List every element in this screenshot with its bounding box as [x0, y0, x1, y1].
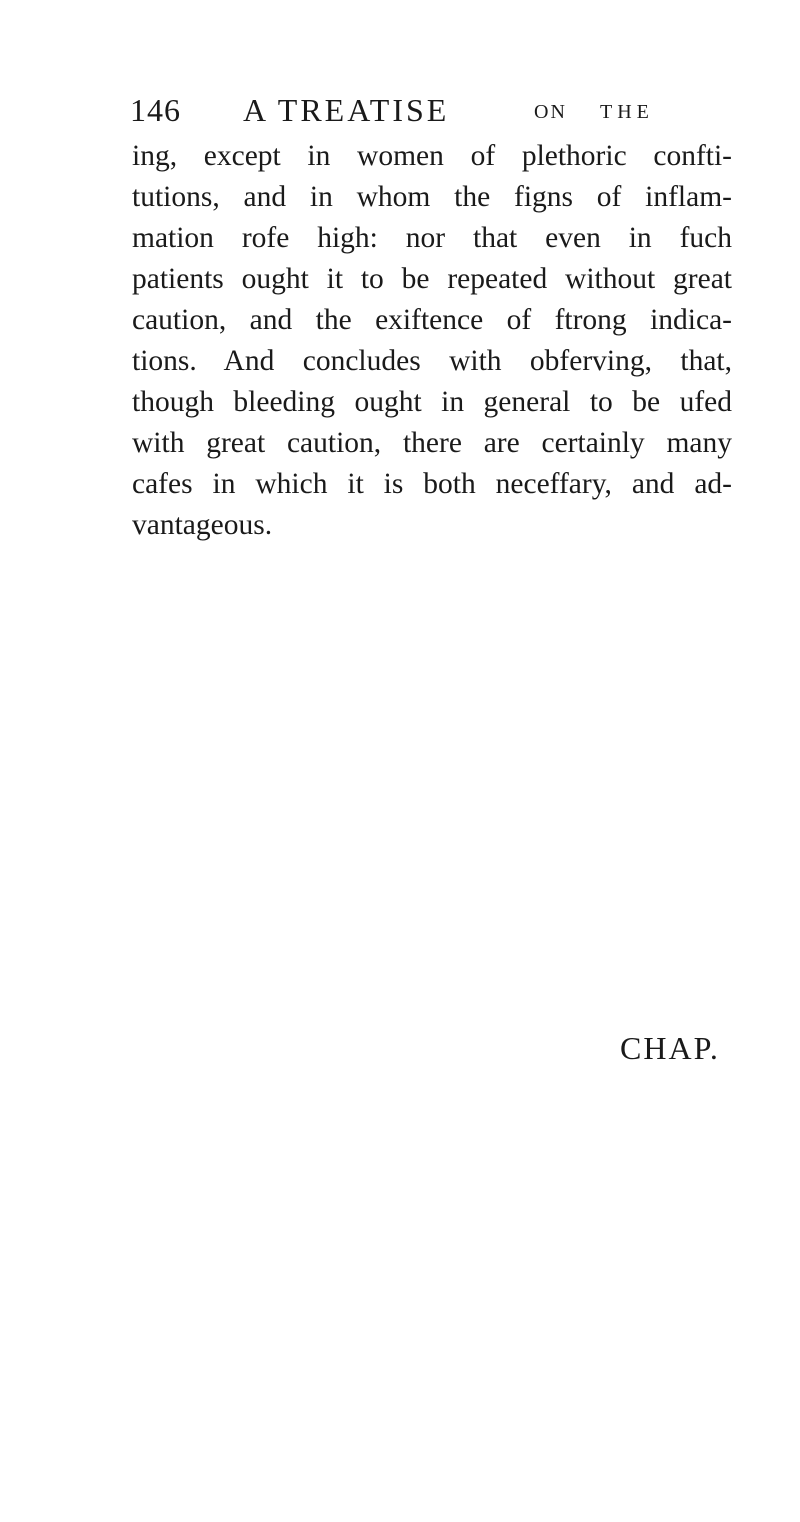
running-head-title: A TREATISE: [243, 92, 450, 128]
text-line: cafes in which it is both neceffary, and ad-: [132, 468, 732, 500]
text-line: mation rofe high: nor that even in fuch: [132, 222, 732, 254]
body-paragraph: [132, 136, 732, 546]
text-line: with great caution, there are certainly many: [132, 427, 732, 459]
running-head: [130, 92, 730, 132]
page-number: 146: [130, 92, 181, 128]
text-line: ing, except in women of plethoric confti-: [132, 140, 732, 172]
text-line: caution, and the exiftence of ftrong indica-: [132, 304, 732, 336]
text-line: vantageous.: [132, 509, 273, 541]
running-head-on: ON: [534, 101, 567, 123]
text-line: patients ought it to be repeated without great: [132, 263, 732, 295]
text-line: tions. And concludes with obferving, that,: [132, 345, 732, 377]
text-line: tutions, and in whom the figns of inflam-: [132, 181, 732, 213]
catchword: CHAP.: [620, 1030, 720, 1066]
running-head-the: THE: [600, 101, 654, 123]
text-line: though bleeding ought in general to be ufed: [132, 386, 732, 418]
